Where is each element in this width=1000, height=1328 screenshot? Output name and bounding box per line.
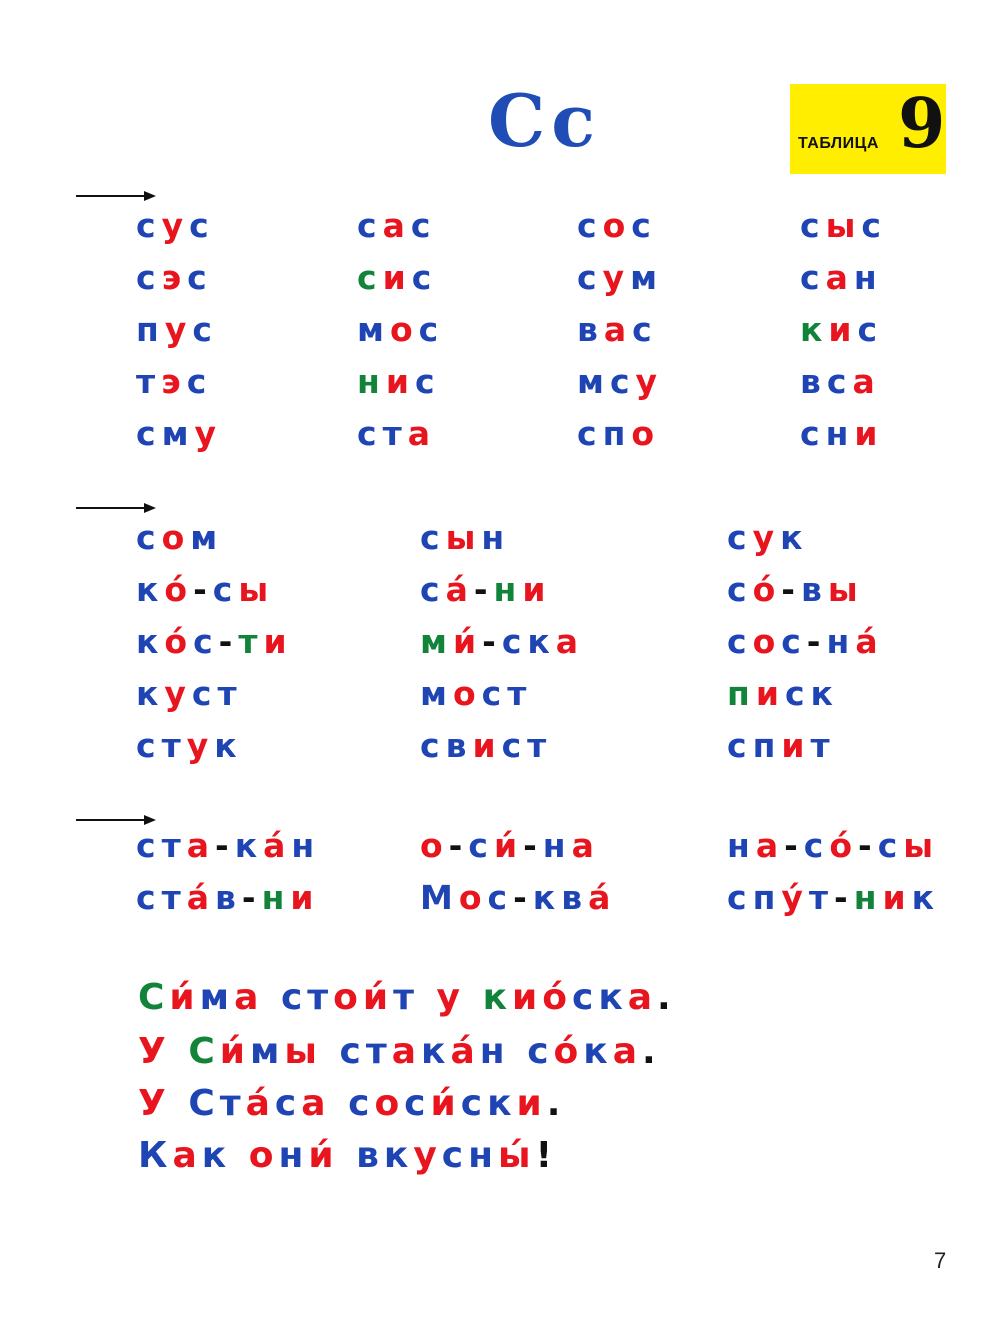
syllable-word [357,206,436,246]
letter: н [853,878,883,917]
letter: к [911,878,941,917]
letter: а [186,826,215,865]
letter: с [410,206,437,245]
syllable-word [357,258,437,298]
letter: а [612,1031,642,1072]
syllable-word [136,726,243,766]
letter: с [420,570,446,609]
letter: у [635,362,664,401]
letter: у [186,726,215,765]
letter: н [481,518,511,557]
syllable-word [136,258,213,298]
letter: а́ [186,878,215,917]
letter: м [630,258,664,297]
letter: а́ [263,826,292,865]
letter: . [546,1083,566,1124]
letter: т [217,674,243,713]
syllable-word [727,674,839,714]
letter: к [421,1031,451,1072]
syllable-word [577,362,663,402]
letter: с [339,1031,366,1072]
syllable-word [727,622,884,662]
letter: с [411,258,438,297]
letter: с [577,414,603,453]
reading-sentence [138,976,676,1020]
letter: с [800,414,826,453]
syllable-word [420,726,552,766]
letter: - [858,826,878,865]
letter: у [161,206,190,245]
syllable-word [800,206,887,246]
badge-number: 9 [898,84,946,164]
letter: - [784,826,804,865]
letter: а́ [855,622,884,661]
letter: в [800,570,828,609]
letter: с [609,362,636,401]
letter: с [136,206,162,245]
letter: м [357,310,390,349]
letter: к [383,1135,414,1176]
letter: к [136,570,165,609]
letter: м [199,977,235,1018]
letter: т [808,878,835,917]
letter: с [192,310,218,349]
syllable-word [420,518,510,558]
letter: н [853,258,883,297]
syllable-word [420,674,532,714]
letter: т [393,977,419,1018]
letter [263,977,281,1018]
syllable-word [136,310,218,350]
syllable-word [727,570,864,610]
letter: У [138,1083,171,1124]
letter: м [420,622,453,661]
letter: а [391,1031,422,1072]
letter: с [357,258,383,297]
letter: с [501,726,528,765]
letter: п [752,726,782,765]
letter: и [382,258,412,297]
letter: а [407,414,436,453]
syllable-word [577,310,658,350]
syllable-word [136,570,274,610]
letter: к [532,878,562,917]
letter: с [420,726,446,765]
syllable-word [800,414,884,454]
letter: с [191,674,218,713]
letter: с [280,977,308,1018]
letter: с [136,518,162,557]
letter: к [136,674,165,713]
letter: в [577,310,604,349]
letter: о [631,414,661,453]
letter: о́ [829,826,859,865]
letter: с [136,258,162,297]
right-arrow-icon [76,502,156,514]
letter [465,977,483,1018]
letter: п [602,414,632,453]
letter: С [188,1083,220,1124]
letter: с [212,570,239,609]
letter: п [752,878,782,917]
letter: и [516,1083,547,1124]
letter: с [136,726,162,765]
letter: м [190,518,224,557]
letter: ! [535,1135,557,1176]
letter: а [301,1083,331,1124]
letter: м [577,362,610,401]
letter: и́ [219,1031,250,1072]
letter: а [571,826,600,865]
letter: у́ [781,878,809,917]
letter: с [571,977,599,1018]
letter: к [800,310,829,349]
letter: с [348,1083,375,1124]
letter: а́ [245,1083,275,1124]
letter: с [418,310,445,349]
letter: н [826,622,856,661]
letter: ы [238,570,275,609]
syllable-word [727,878,940,918]
letter: с [187,258,213,297]
syllable-word [357,310,444,350]
letter: с [803,826,830,865]
letter: - [482,622,502,661]
right-arrow-icon [76,190,156,202]
letter: о [602,206,632,245]
letter: о [752,622,782,661]
letter: с [861,206,887,245]
page-number: 7 [934,1248,947,1273]
syllable-word [357,362,441,402]
letter: т [507,674,533,713]
letter: э [161,362,187,401]
letter: с [481,674,508,713]
syllable-word [420,878,616,918]
letter: С [138,977,170,1018]
letter: - [806,622,827,661]
letter: У [138,1031,171,1072]
letter: . [657,977,676,1018]
letter: о [333,977,363,1018]
letter: н [479,1031,510,1072]
letter: м [161,414,195,453]
syllable-word [577,414,660,454]
letter: и [882,878,912,917]
syllable-word [357,414,436,454]
letter: о [248,1135,279,1176]
letter: о́ [164,570,194,609]
letter: а [555,622,585,661]
badge-label: ТАБЛИЦА [798,135,879,152]
letter: - [834,878,854,917]
letter: н [825,414,855,453]
letter: а [825,258,854,297]
letter: с [487,878,514,917]
letter: в [800,362,827,401]
letter: с [857,310,884,349]
letter: с [441,1135,469,1176]
letter: с [727,518,753,557]
letter: и [290,878,320,917]
letter: с [631,206,657,245]
letter: к [482,977,512,1018]
letter: с [826,362,853,401]
letter: с [404,1083,431,1124]
letter: и́ [430,1083,461,1124]
letter: н [357,362,386,401]
letter: с [189,206,215,245]
letter: с [136,826,162,865]
letter: с [632,310,658,349]
letter: с [193,622,219,661]
letter: а [382,206,411,245]
letter: с [136,878,162,917]
syllable-word [136,362,212,402]
letter: к [780,518,809,557]
letter: т [307,977,334,1018]
reading-sentence [138,1134,557,1178]
letter: о́ [542,977,572,1018]
letter: - [473,570,494,609]
letter [171,1031,189,1072]
letter: - [448,826,469,865]
letter: п [727,674,756,713]
letter: с [527,1031,554,1072]
letter: у [164,674,192,713]
letter: и [385,362,415,401]
letter: с [727,570,753,609]
syllable-word [136,206,215,246]
letter: и [472,726,502,765]
letter: - [523,826,543,865]
letter: - [513,878,533,917]
letter: с [501,622,528,661]
letter: у [436,977,466,1018]
letter: т [382,414,408,453]
letter: в [214,878,242,917]
right-arrow-icon [76,814,156,826]
letter: с [577,258,603,297]
letter: у [752,518,781,557]
letter: и [263,622,293,661]
letter: - [781,570,801,609]
letter: и́ [452,622,483,661]
syllable-word [727,826,939,866]
syllable-word [800,310,883,350]
letter: к [201,1135,232,1176]
letter [322,1031,340,1072]
letter: м [420,674,453,713]
syllable-word [420,570,551,610]
letter: и [828,310,858,349]
syllable-word [136,878,320,918]
letter: . [642,1031,661,1072]
letter: т [365,1031,392,1072]
letter [510,1031,528,1072]
syllable-word [136,826,320,866]
letter: и [512,977,543,1018]
letter: а [172,1135,202,1176]
letter: н [261,878,291,917]
reading-sentence [138,1030,661,1074]
letter: а́ [588,878,617,917]
letter: с [136,414,162,453]
letter: с [420,518,446,557]
letter: с [877,826,904,865]
letter: с [414,362,441,401]
letter: с [577,206,603,245]
letter: - [241,878,262,917]
letter: н [493,570,523,609]
letter: с [274,1083,302,1124]
letter: а [234,977,264,1018]
syllable-word [136,674,243,714]
letter [419,977,437,1018]
letter: ы [445,518,482,557]
letter: о [161,518,191,557]
letter: и́ [169,977,200,1018]
letter: т [136,362,162,401]
syllable-word [727,518,808,558]
letter: а [755,826,785,865]
letter: и [522,570,552,609]
letter: к [234,826,264,865]
letter: к [487,1083,517,1124]
letter: т [238,622,264,661]
syllable-word [420,622,584,662]
letter: с [727,878,753,917]
letter: в [561,878,589,917]
letter: т [219,1083,246,1124]
letter: к [527,622,556,661]
letter [171,1083,189,1124]
reading-sentence [138,1082,565,1126]
letter: - [214,826,235,865]
letter [231,1135,249,1176]
letter: с [781,622,807,661]
letter: о́ [752,570,782,609]
letter: а́ [445,570,474,609]
letter: н [278,1135,309,1176]
letter: М [420,878,459,917]
letter: к [810,674,839,713]
syllable-word [136,622,293,662]
letter: н [468,1135,499,1176]
letter: а [603,310,633,349]
letter: а [852,362,881,401]
letter: - [193,570,213,609]
letter: у [413,1135,442,1176]
letter: с [468,826,494,865]
letter-title: Сс [488,78,602,163]
letter: с [460,1083,488,1124]
syllable-word [577,206,657,246]
letter: с [357,414,383,453]
letter: и [854,414,884,453]
letter: ы [903,826,940,865]
letter: и́ [362,977,394,1018]
letter: с [186,362,213,401]
letter: у [164,310,193,349]
letter: н [542,826,572,865]
syllable-word [420,826,600,866]
letter: к [214,726,243,765]
letter: К [138,1135,173,1176]
letter: о́ [164,622,194,661]
letter: ы́ [498,1135,536,1176]
letter: в [356,1135,384,1176]
letter: у [602,258,631,297]
letter: э [161,258,188,297]
letter: у [194,414,223,453]
letter: с [357,206,383,245]
syllable-word [136,518,223,558]
letter: т [161,726,187,765]
letter [339,1135,357,1176]
letter: и́ [308,1135,339,1176]
letter: к [583,1031,613,1072]
syllable-word [577,258,663,298]
letter: в [445,726,473,765]
syllable-word [727,726,836,766]
letter: к [136,622,165,661]
letter: с [800,258,826,297]
letter: н [727,826,756,865]
letter: и [755,674,785,713]
letter: ы [827,570,864,609]
letter: т [527,726,553,765]
letter: - [218,622,239,661]
letter: о [420,826,449,865]
letter: о [458,878,488,917]
letter: о [374,1083,405,1124]
letter: С [188,1031,220,1072]
letter [331,1083,349,1124]
letter: о [452,674,482,713]
letter: п [136,310,165,349]
letter: о́ [553,1031,584,1072]
letter: и́ [493,826,524,865]
letter: а [627,977,658,1018]
table-badge [790,84,946,174]
syllable-word [800,258,883,298]
letter: м [249,1031,285,1072]
letter: с [800,206,826,245]
letter: и [781,726,811,765]
letter: с [727,726,753,765]
letter: а́ [450,1031,480,1072]
letter: ы [825,206,862,245]
letter: к [598,977,628,1018]
letter: ы [284,1031,322,1072]
letter: с [784,674,811,713]
syllable-word [136,414,222,454]
syllable-word [800,362,881,402]
letter: т [161,826,187,865]
letter: т [810,726,836,765]
letter: о [389,310,419,349]
letter: н [291,826,321,865]
letter: с [727,622,753,661]
letter: т [161,878,187,917]
